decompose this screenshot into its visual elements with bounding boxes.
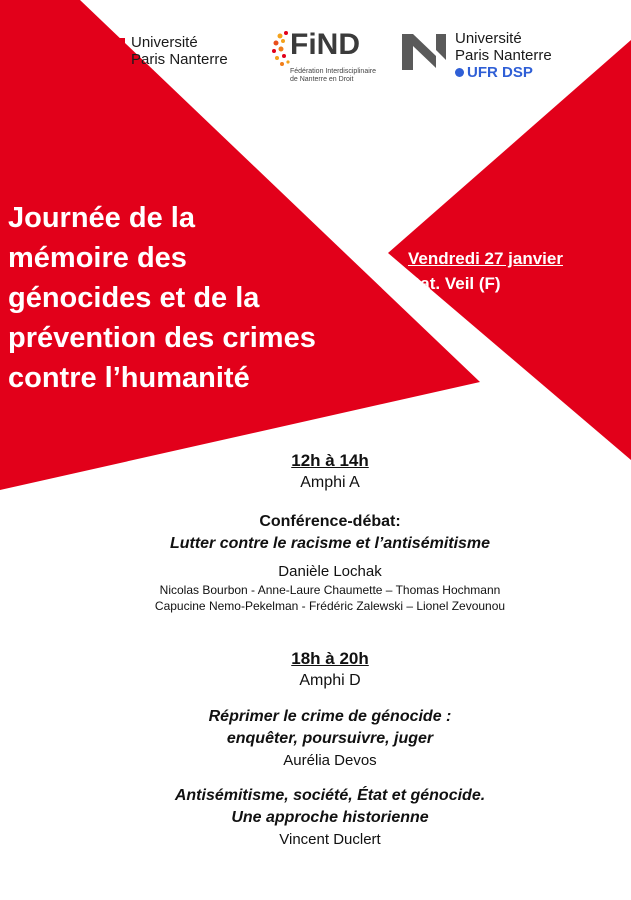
talk-title-line2: Une approche historienne — [231, 809, 429, 826]
talk-title-line1: Réprimer le crime de génocide : — [208, 708, 452, 725]
session-panelists-line2: Capucine Nemo-Pekelman - Frédéric Zalewski – Lionel Zevounou — [154, 599, 506, 613]
find-subtitle — [290, 68, 400, 84]
find-subtitle-line2: de Nanterre en Droit — [290, 76, 354, 83]
talk-speaker: Vincent Duclert — [279, 831, 381, 848]
upn-logo-icon — [95, 34, 127, 68]
find-subtitle-line1: Fédération Interdisciplinaire — [290, 68, 376, 75]
session-speaker: Danièle Lochak — [278, 563, 382, 580]
session-subtitle: Lutter contre le racisme et l’antisémitisme — [169, 535, 491, 552]
talk-title-line1: Antisémitisme, société, État et génocide. — [174, 787, 486, 804]
session-panelists-line1: Nicolas Bourbon - Anne-Laure Chaumette – Thomas Hochmann — [159, 583, 501, 597]
talk-1 — [0, 706, 631, 771]
session-1 — [0, 450, 631, 614]
talk-speaker: Aurélia Devos — [283, 752, 377, 769]
logo-text-ufr: UFR DSP — [455, 64, 552, 81]
upn-logo-icon — [400, 30, 450, 72]
session-time: 12h à 14h — [291, 451, 369, 470]
talk-title-line2: enquêter, poursuivre, juger — [226, 730, 434, 747]
ufr-dot-icon — [455, 68, 464, 77]
event-place: Bat. Veil (F) — [408, 274, 501, 293]
logo-text-line1: Université — [131, 34, 198, 51]
session-room: Amphi D — [299, 672, 361, 689]
event-date: Vendredi 27 janvier — [408, 249, 563, 268]
session-time: 18h à 20h — [291, 649, 369, 668]
logo-text-line2: Paris Nanterre — [131, 51, 228, 68]
logo-text-line2: Paris Nanterre — [455, 47, 552, 64]
logo-text-line1: Université — [455, 30, 522, 47]
event-title: Journée de la mémoire des génocides et de la prévention des crimes contre l’humanité — [8, 202, 316, 394]
session-heading: Conférence-débat: — [259, 513, 401, 530]
session-room: Amphi A — [300, 474, 360, 491]
session-2 — [0, 648, 631, 850]
talk-2 — [0, 785, 631, 850]
program — [0, 450, 631, 850]
logo-find — [268, 22, 388, 92]
find-wordmark: FiND — [290, 28, 360, 61]
